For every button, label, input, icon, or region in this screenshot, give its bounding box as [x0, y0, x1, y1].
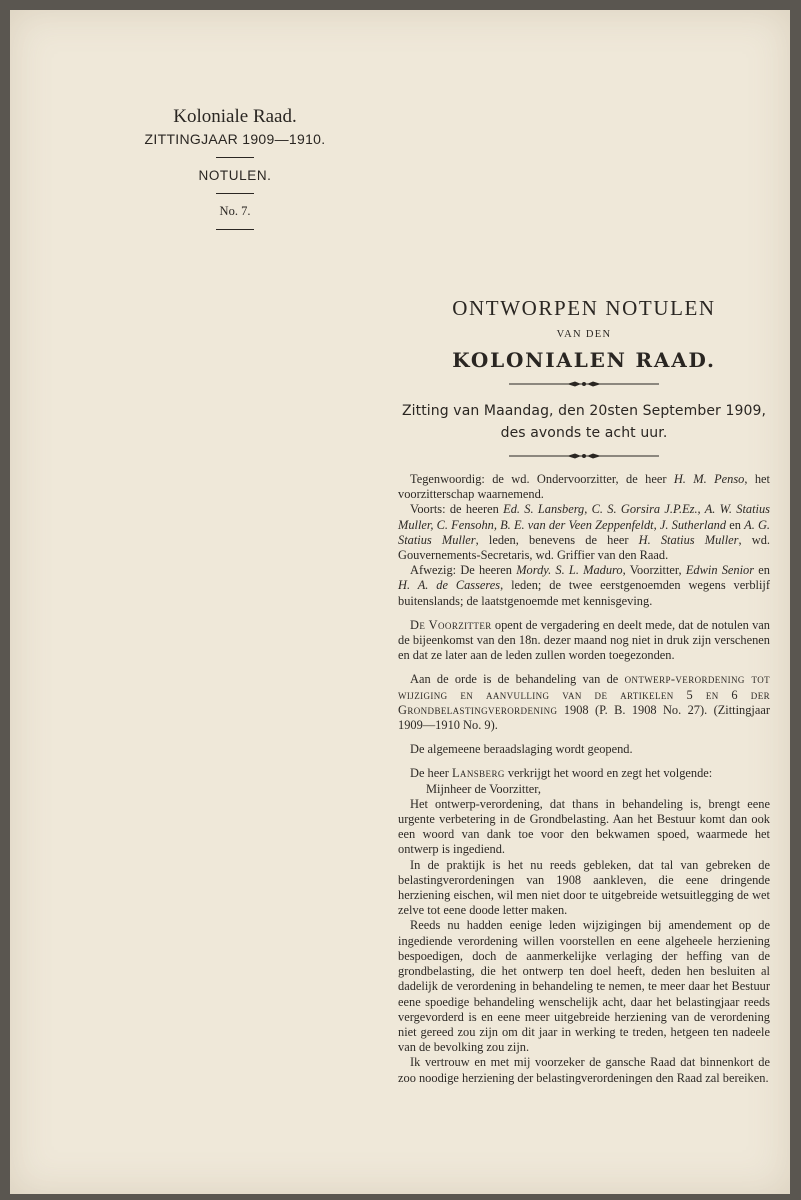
heading-van-den: VAN DEN	[556, 329, 612, 340]
attendance-also: Voorts: de heeren Ed. S. Lansberg, C. S. Gorsira J.P.Ez., A. W. Statius Muller, C. Fensohn, B. E. van der Veen Zeppenfeldt, J. Sutherland en A. G. Statius Muller, leden, benevens de heer H. Statius Muller, wd. Gouvernements-Secretaris, wd. Griffier van den Raad.	[398, 502, 771, 563]
heading-kolonialen-raad: KOLONIALEN RAAD.	[452, 348, 716, 372]
opening-paragraph: De Voorzitter opent de vergadering en deelt mede, dat de notulen van de bijeenkomst van den 18n. dezer maand nog niet in druk zijn verschenen en dat ze later aan de leden zullen worden toegezonden.	[398, 617, 770, 663]
council-title: Koloniale Raad.	[173, 106, 297, 127]
heading-ontworpen-notulen: ONTWORPEN NOTULEN	[452, 296, 716, 320]
divider	[216, 229, 254, 230]
minutes-body	[398, 472, 770, 1086]
notulen-label: NOTULEN.	[198, 168, 272, 183]
ornament-rule-icon	[509, 380, 659, 388]
speech-salutation: Mijnheer de Voorzitter,	[426, 781, 542, 796]
general-debate: De algemeene beraadslaging wordt geopend.	[410, 742, 633, 757]
speech-paragraph-4: Ik vertrouw en met mij voorzeker de gansche Raad dat binnenkort de zoo noodige herziening der belastingverordeningen den Raad zal bereiken.	[398, 1055, 770, 1085]
attendance-present: Tegenwoordig: de wd. Ondervoorzitter, de heer H. M. Penso, het voorzitterschap waarnemend.	[398, 472, 770, 502]
ornament-rule-icon	[509, 452, 659, 460]
session-header	[130, 105, 340, 240]
attendance-absent: Afwezig: De heeren Mordy. S. L. Maduro, Voorzitter, Edwin Senior en H. A. de Casseres, leden; de twee eerstgenoemden wegens verblijf buitenslands; de laatstgenoemde met kennisgeving.	[398, 563, 770, 608]
session-year: ZITTINGJAAR 1909—1910.	[144, 131, 326, 147]
sitting-line-1: Zitting van Maandag, den 20sten September 1909,	[401, 403, 767, 419]
document-page	[10, 10, 790, 1194]
divider	[216, 193, 254, 194]
speech-paragraph-2: In de praktijk is het nu reeds gebleken, dat tal van gebreken de belastingverordeningen van 1908 aankleven, die eene dringende herziening eischen, wil men niet door te uitgebreide wetsuitlegging de wet zelve tot eene doode letter maken.	[398, 857, 770, 918]
sitting-line-2: des avonds te acht uur.	[500, 425, 668, 441]
speech-paragraph-3: Reeds nu hadden eenige leden wijzigingen bij amendement op de ingediende verordening willen voorstellen en eene algeheele herziening bespoedigen, doch de aanmerkelijke verlaging der heffing van de grondbelasting, die het ontwerp ten doel heeft, deden hen besluiten al dadelijk de verordening in behandeling te nemen, te meer daar het Bestuur eene spoedige behandeling wenschelijk acht, daar het belastingjaar reeds vergevorderd is en eene meer uitgebreide herziening van de verordening niet gereed zou zijn om dit jaar in werking te treden, hetgeen ten nadeele van de bevolking zou zijn.	[398, 918, 770, 1055]
minutes-column	[398, 290, 770, 1086]
speech-intro: De heer Lansberg verkrijgt het woord en zegt het volgende:	[410, 766, 713, 781]
issue-number: No. 7.	[219, 204, 251, 218]
speech-paragraph-1: Het ontwerp-verordening, dat thans in behandeling is, brengt eene urgente verbetering in de Grondbelasting. Aan het Bestuur komt dan ook een woord van dank toe voor den bekwamen spoed, waarmede het ontwerp is ingediend.	[398, 796, 770, 857]
agenda-paragraph: Aan de orde is de behandeling van de ontwerp-verordening tot wijziging en aanvulling van de artikelen 5 en 6 der Grondbelastingverordening 1908 (P. B. 1908 No. 27). (Zittingjaar 1909—1910 No. 9).	[398, 672, 770, 733]
divider	[216, 157, 254, 158]
sitting-date	[398, 400, 770, 444]
